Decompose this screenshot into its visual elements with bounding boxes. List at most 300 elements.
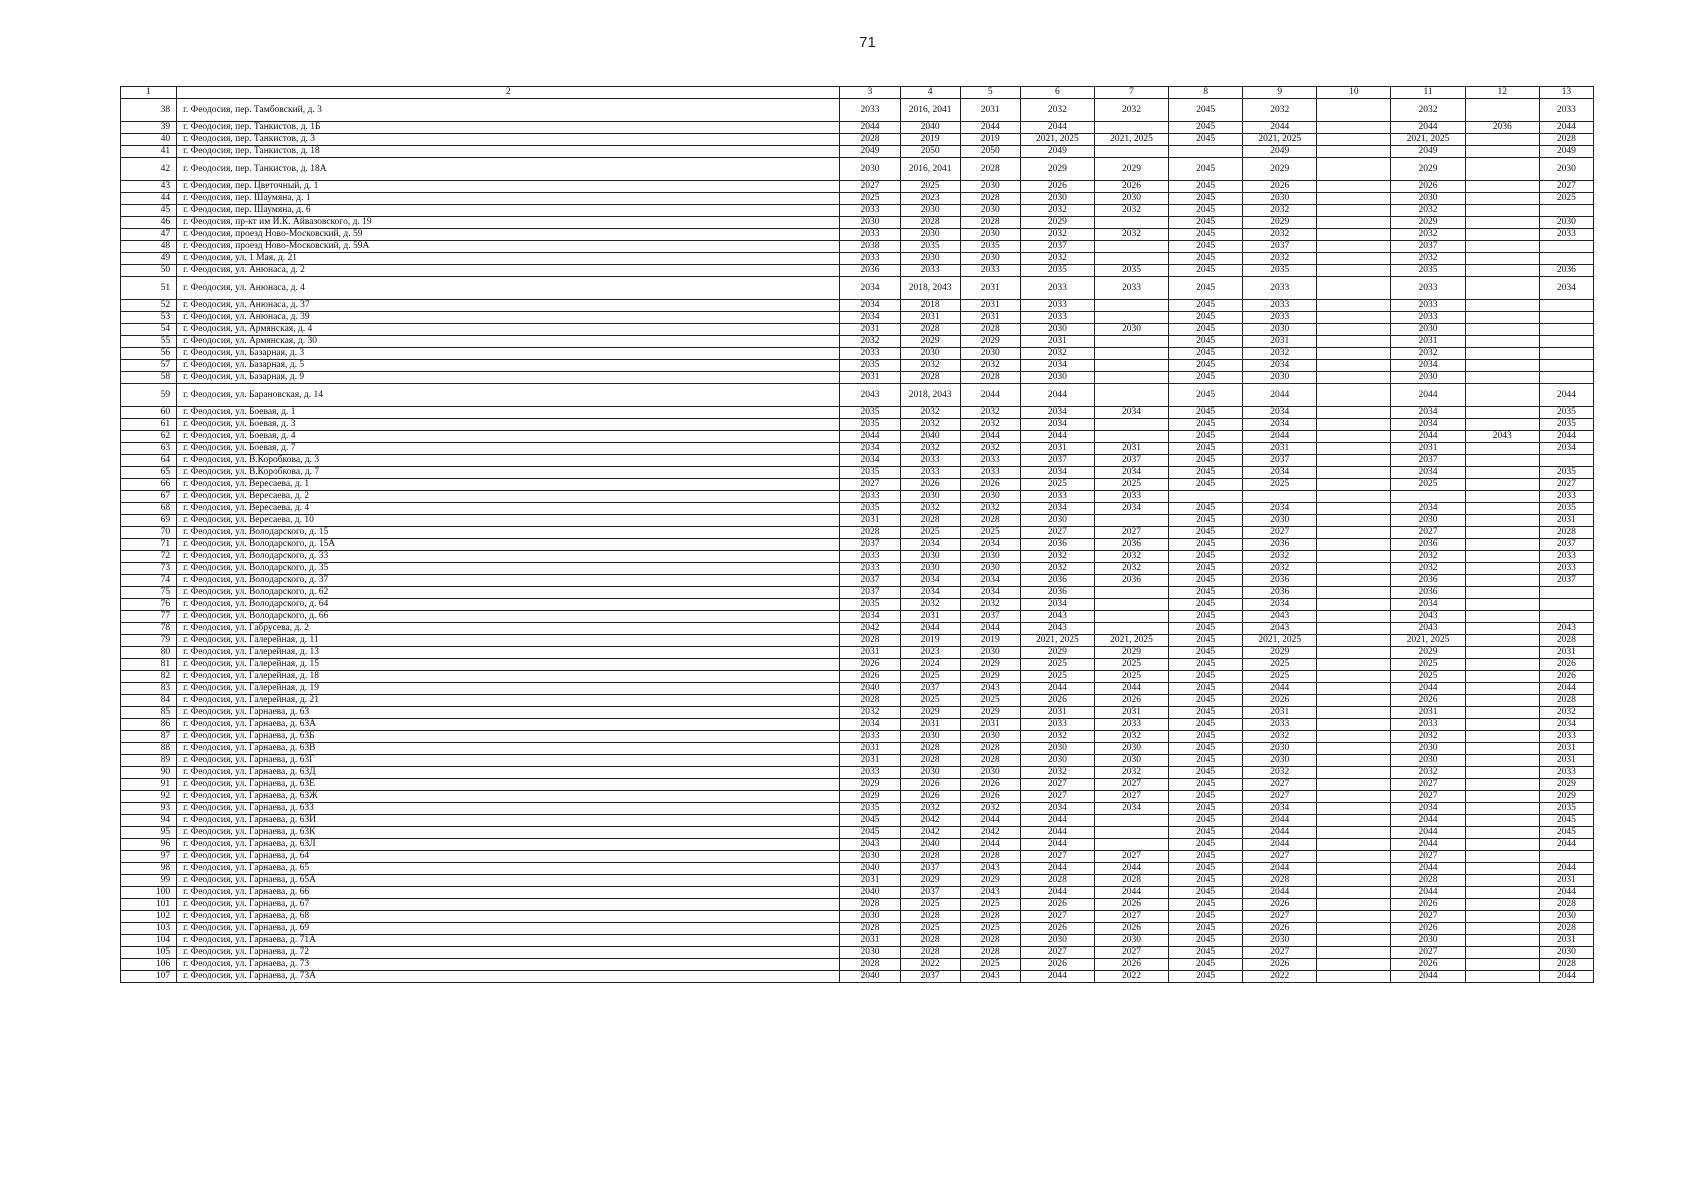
year-cell-col-5: 2028 xyxy=(960,158,1020,181)
year-cell-col-11: 2032 xyxy=(1391,205,1465,217)
table-row xyxy=(121,659,1594,671)
year-cell-col-3: 2044 xyxy=(840,122,900,134)
year-cell-col-11: 2044 xyxy=(1391,384,1465,407)
year-cell-col-9: 2032 xyxy=(1243,348,1317,360)
year-cell-col-7 xyxy=(1094,348,1168,360)
address-cell: г. Феодосия, ул. Володарского, д. 37 xyxy=(177,575,840,587)
row-number: 102 xyxy=(121,911,177,923)
year-cell-col-8: 2045 xyxy=(1169,575,1243,587)
year-cell-col-13: 2037 xyxy=(1539,539,1593,551)
year-cell-col-8: 2045 xyxy=(1169,887,1243,899)
year-cell-col-9: 2037 xyxy=(1243,455,1317,467)
year-cell-col-8: 2045 xyxy=(1169,134,1243,146)
year-cell-col-13: 2029 xyxy=(1539,779,1593,791)
year-cell-col-7: 2033 xyxy=(1094,491,1168,503)
year-cell-col-3: 2037 xyxy=(840,587,900,599)
row-number: 47 xyxy=(121,229,177,241)
table-row xyxy=(121,205,1594,217)
year-cell-col-12 xyxy=(1465,253,1539,265)
year-cell-col-3: 2040 xyxy=(840,863,900,875)
year-cell-col-3: 2030 xyxy=(840,851,900,863)
year-cell-col-9: 2026 xyxy=(1243,899,1317,911)
row-number: 94 xyxy=(121,815,177,827)
year-cell-col-9: 2027 xyxy=(1243,791,1317,803)
column-header-4: 4 xyxy=(900,87,960,99)
table-row xyxy=(121,911,1594,923)
table-row xyxy=(121,563,1594,575)
year-cell-col-3: 2031 xyxy=(840,755,900,767)
year-cell-col-7: 2030 xyxy=(1094,755,1168,767)
year-cell-col-12 xyxy=(1465,887,1539,899)
year-cell-col-6: 2021, 2025 xyxy=(1020,134,1094,146)
table-row xyxy=(121,671,1594,683)
year-cell-col-11: 2026 xyxy=(1391,695,1465,707)
year-cell-col-12 xyxy=(1465,241,1539,253)
year-cell-col-11: 2030 xyxy=(1391,372,1465,384)
year-cell-col-11: 2032 xyxy=(1391,731,1465,743)
column-header-8: 8 xyxy=(1169,87,1243,99)
year-cell-col-10 xyxy=(1317,265,1391,277)
year-cell-col-7: 2034 xyxy=(1094,407,1168,419)
year-cell-col-10 xyxy=(1317,791,1391,803)
table-row xyxy=(121,647,1594,659)
year-cell-col-7: 2025 xyxy=(1094,479,1168,491)
year-cell-col-13: 2044 xyxy=(1539,887,1593,899)
row-number: 107 xyxy=(121,971,177,983)
year-cell-col-5: 2026 xyxy=(960,479,1020,491)
year-cell-col-5: 2030 xyxy=(960,181,1020,193)
year-cell-col-4: 2030 xyxy=(900,491,960,503)
year-cell-col-12 xyxy=(1465,563,1539,575)
year-cell-col-12 xyxy=(1465,193,1539,205)
year-cell-col-5: 2031 xyxy=(960,719,1020,731)
year-cell-col-12 xyxy=(1465,911,1539,923)
year-cell-col-8: 2045 xyxy=(1169,407,1243,419)
address-cell: г. Феодосия, проезд Ново-Московский, д. 59 xyxy=(177,229,840,241)
year-cell-col-12 xyxy=(1465,695,1539,707)
year-cell-col-3: 2030 xyxy=(840,947,900,959)
year-cell-col-5: 2050 xyxy=(960,146,1020,158)
year-cell-col-5: 2030 xyxy=(960,563,1020,575)
year-cell-col-3: 2035 xyxy=(840,599,900,611)
address-cell: г. Феодосия, пер. Шаумяна, д. 6 xyxy=(177,205,840,217)
address-cell: г. Феодосия, ул. Гарнаева, д. 73 xyxy=(177,959,840,971)
year-cell-col-7: 2029 xyxy=(1094,158,1168,181)
row-number: 79 xyxy=(121,635,177,647)
year-cell-col-4: 2032 xyxy=(900,407,960,419)
year-cell-col-13: 2028 xyxy=(1539,635,1593,647)
year-cell-col-9: 2043 xyxy=(1243,611,1317,623)
year-cell-col-10 xyxy=(1317,503,1391,515)
year-cell-col-6: 2026 xyxy=(1020,899,1094,911)
table-row xyxy=(121,731,1594,743)
year-cell-col-5: 2043 xyxy=(960,971,1020,983)
address-cell: г. Феодосия, ул. Гарнаева, д. 67 xyxy=(177,899,840,911)
address-cell: г. Феодосия, ул. Анюнаса, д. 4 xyxy=(177,277,840,300)
year-cell-col-3: 2026 xyxy=(840,671,900,683)
year-cell-col-8: 2045 xyxy=(1169,360,1243,372)
year-cell-col-5: 2033 xyxy=(960,455,1020,467)
year-cell-col-12 xyxy=(1465,707,1539,719)
row-number: 50 xyxy=(121,265,177,277)
year-cell-col-5: 2026 xyxy=(960,779,1020,791)
year-cell-col-6: 2034 xyxy=(1020,419,1094,431)
year-cell-col-6: 2034 xyxy=(1020,360,1094,372)
year-cell-col-7: 2030 xyxy=(1094,935,1168,947)
year-cell-col-7 xyxy=(1094,372,1168,384)
year-cell-col-12 xyxy=(1465,146,1539,158)
year-cell-col-11: 2044 xyxy=(1391,827,1465,839)
year-cell-col-9: 2035 xyxy=(1243,265,1317,277)
row-number: 95 xyxy=(121,827,177,839)
register-table xyxy=(120,86,1594,983)
year-cell-col-6: 2032 xyxy=(1020,229,1094,241)
row-number: 66 xyxy=(121,479,177,491)
year-cell-col-13: 2034 xyxy=(1539,277,1593,300)
table-header xyxy=(121,87,1594,99)
table-row xyxy=(121,863,1594,875)
year-cell-col-4: 2034 xyxy=(900,539,960,551)
year-cell-col-13 xyxy=(1539,300,1593,312)
table-row xyxy=(121,503,1594,515)
row-number: 64 xyxy=(121,455,177,467)
year-cell-col-3: 2034 xyxy=(840,611,900,623)
year-cell-col-7 xyxy=(1094,827,1168,839)
address-cell: г. Феодосия, ул. Гарнаева, д. 65А xyxy=(177,875,840,887)
year-cell-col-7: 2031 xyxy=(1094,443,1168,455)
year-cell-col-4: 2034 xyxy=(900,587,960,599)
address-cell: г. Феодосия, проезд Ново-Московский, д. 59А xyxy=(177,241,840,253)
year-cell-col-7 xyxy=(1094,515,1168,527)
year-cell-col-13: 2035 xyxy=(1539,419,1593,431)
year-cell-col-12 xyxy=(1465,815,1539,827)
row-number: 89 xyxy=(121,755,177,767)
year-cell-col-6: 2032 xyxy=(1020,348,1094,360)
row-number: 61 xyxy=(121,419,177,431)
table-row xyxy=(121,134,1594,146)
year-cell-col-11: 2027 xyxy=(1391,779,1465,791)
year-cell-col-3: 2032 xyxy=(840,336,900,348)
year-cell-col-10 xyxy=(1317,575,1391,587)
year-cell-col-13: 2028 xyxy=(1539,899,1593,911)
year-cell-col-4: 2028 xyxy=(900,935,960,947)
address-cell: г. Феодосия, ул. Гарнаева, д. 63А xyxy=(177,719,840,731)
row-number: 93 xyxy=(121,803,177,815)
year-cell-col-13: 2044 xyxy=(1539,683,1593,695)
year-cell-col-4: 2028 xyxy=(900,911,960,923)
year-cell-col-4: 2016, 2041 xyxy=(900,99,960,122)
address-cell: г. Феодосия, ул. Галерейная, д. 21 xyxy=(177,695,840,707)
year-cell-col-13: 2032 xyxy=(1539,707,1593,719)
address-cell: г. Феодосия, ул. Гарнаева, д. 63Г xyxy=(177,755,840,767)
year-cell-col-6: 2029 xyxy=(1020,158,1094,181)
year-cell-col-10 xyxy=(1317,935,1391,947)
year-cell-col-13: 2028 xyxy=(1539,695,1593,707)
year-cell-col-4: 2032 xyxy=(900,599,960,611)
year-cell-col-12 xyxy=(1465,324,1539,336)
year-cell-col-7: 2030 xyxy=(1094,324,1168,336)
year-cell-col-4: 2019 xyxy=(900,134,960,146)
year-cell-col-4: 2016, 2041 xyxy=(900,158,960,181)
year-cell-col-4: 2026 xyxy=(900,779,960,791)
address-cell: г. Феодосия, ул. В.Коробкова, д. 3 xyxy=(177,455,840,467)
year-cell-col-13: 2030 xyxy=(1539,947,1593,959)
address-cell: г. Феодосия, ул. Гарнаева, д. 65 xyxy=(177,863,840,875)
year-cell-col-7: 2027 xyxy=(1094,851,1168,863)
year-cell-col-3: 2035 xyxy=(840,419,900,431)
year-cell-col-9: 2025 xyxy=(1243,671,1317,683)
year-cell-col-11: 2044 xyxy=(1391,815,1465,827)
year-cell-col-4: 2040 xyxy=(900,431,960,443)
year-cell-col-11: 2033 xyxy=(1391,312,1465,324)
year-cell-col-7 xyxy=(1094,611,1168,623)
year-cell-col-6: 2027 xyxy=(1020,851,1094,863)
year-cell-col-5: 2028 xyxy=(960,372,1020,384)
year-cell-col-7 xyxy=(1094,587,1168,599)
year-cell-col-9: 2030 xyxy=(1243,515,1317,527)
year-cell-col-6: 2025 xyxy=(1020,659,1094,671)
year-cell-col-12 xyxy=(1465,719,1539,731)
year-cell-col-4: 2037 xyxy=(900,683,960,695)
year-cell-col-4: 2033 xyxy=(900,265,960,277)
year-cell-col-8: 2045 xyxy=(1169,815,1243,827)
row-number: 73 xyxy=(121,563,177,575)
year-cell-col-7: 2032 xyxy=(1094,99,1168,122)
year-cell-col-3: 2029 xyxy=(840,791,900,803)
year-cell-col-7 xyxy=(1094,253,1168,265)
year-cell-col-11: 2025 xyxy=(1391,479,1465,491)
year-cell-col-10 xyxy=(1317,479,1391,491)
row-number: 67 xyxy=(121,491,177,503)
year-cell-col-6: 2032 xyxy=(1020,731,1094,743)
year-cell-col-8: 2045 xyxy=(1169,839,1243,851)
row-number: 74 xyxy=(121,575,177,587)
address-cell: г. Феодосия, ул. Боевая, д. 3 xyxy=(177,419,840,431)
year-cell-col-7: 2025 xyxy=(1094,671,1168,683)
address-cell: г. Феодосия, ул. 1 Мая, д. 21 xyxy=(177,253,840,265)
year-cell-col-7 xyxy=(1094,146,1168,158)
year-cell-col-9: 2026 xyxy=(1243,923,1317,935)
table-row xyxy=(121,348,1594,360)
year-cell-col-12: 2043 xyxy=(1465,431,1539,443)
year-cell-col-8: 2045 xyxy=(1169,923,1243,935)
year-cell-col-3: 2031 xyxy=(840,515,900,527)
year-cell-col-8: 2045 xyxy=(1169,971,1243,983)
year-cell-col-5: 2030 xyxy=(960,229,1020,241)
year-cell-col-9: 2029 xyxy=(1243,158,1317,181)
year-cell-col-10 xyxy=(1317,551,1391,563)
year-cell-col-3: 2033 xyxy=(840,348,900,360)
year-cell-col-7: 2034 xyxy=(1094,803,1168,815)
year-cell-col-10 xyxy=(1317,229,1391,241)
year-cell-col-7 xyxy=(1094,217,1168,229)
year-cell-col-8: 2045 xyxy=(1169,719,1243,731)
year-cell-col-8: 2045 xyxy=(1169,443,1243,455)
year-cell-col-6: 2031 xyxy=(1020,707,1094,719)
year-cell-col-5: 2030 xyxy=(960,491,1020,503)
row-number: 51 xyxy=(121,277,177,300)
year-cell-col-8: 2045 xyxy=(1169,647,1243,659)
year-cell-col-13: 2033 xyxy=(1539,491,1593,503)
year-cell-col-7: 2036 xyxy=(1094,575,1168,587)
year-cell-col-9: 2027 xyxy=(1243,851,1317,863)
address-cell: г. Феодосия, пер. Танкистов, д. 3 xyxy=(177,134,840,146)
year-cell-col-13: 2034 xyxy=(1539,719,1593,731)
year-cell-col-9: 2030 xyxy=(1243,935,1317,947)
year-cell-col-7: 2032 xyxy=(1094,731,1168,743)
year-cell-col-9 xyxy=(1243,491,1317,503)
year-cell-col-12 xyxy=(1465,731,1539,743)
year-cell-col-11: 2025 xyxy=(1391,659,1465,671)
year-cell-col-5: 2028 xyxy=(960,324,1020,336)
year-cell-col-11: 2033 xyxy=(1391,300,1465,312)
year-cell-col-13: 2035 xyxy=(1539,503,1593,515)
year-cell-col-11: 2021, 2025 xyxy=(1391,635,1465,647)
year-cell-col-11: 2034 xyxy=(1391,407,1465,419)
year-cell-col-8: 2045 xyxy=(1169,158,1243,181)
year-cell-col-8: 2045 xyxy=(1169,181,1243,193)
address-cell: г. Феодосия, пер. Тамбовский, д. 3 xyxy=(177,99,840,122)
year-cell-col-6: 2032 xyxy=(1020,551,1094,563)
year-cell-col-13 xyxy=(1539,599,1593,611)
year-cell-col-13 xyxy=(1539,360,1593,372)
address-cell: г. Феодосия, ул. Володарского, д. 15 xyxy=(177,527,840,539)
year-cell-col-6: 2026 xyxy=(1020,695,1094,707)
year-cell-col-5: 2033 xyxy=(960,467,1020,479)
year-cell-col-13 xyxy=(1539,205,1593,217)
table-row xyxy=(121,959,1594,971)
year-cell-col-9: 2026 xyxy=(1243,181,1317,193)
row-number: 83 xyxy=(121,683,177,695)
table-row xyxy=(121,527,1594,539)
year-cell-col-9: 2026 xyxy=(1243,959,1317,971)
year-cell-col-6: 2030 xyxy=(1020,324,1094,336)
year-cell-col-9: 2033 xyxy=(1243,719,1317,731)
row-number: 92 xyxy=(121,791,177,803)
table-row xyxy=(121,719,1594,731)
year-cell-col-3: 2045 xyxy=(840,827,900,839)
year-cell-col-3: 2049 xyxy=(840,146,900,158)
year-cell-col-13 xyxy=(1539,324,1593,336)
year-cell-col-11: 2032 xyxy=(1391,563,1465,575)
year-cell-col-4: 2028 xyxy=(900,755,960,767)
year-cell-col-5: 2025 xyxy=(960,899,1020,911)
year-cell-col-5: 2025 xyxy=(960,527,1020,539)
year-cell-col-3: 2033 xyxy=(840,731,900,743)
year-cell-col-12 xyxy=(1465,229,1539,241)
year-cell-col-11: 2034 xyxy=(1391,503,1465,515)
year-cell-col-6: 2043 xyxy=(1020,623,1094,635)
year-cell-col-6: 2044 xyxy=(1020,683,1094,695)
year-cell-col-9: 2036 xyxy=(1243,575,1317,587)
year-cell-col-9: 2031 xyxy=(1243,443,1317,455)
table-row xyxy=(121,443,1594,455)
year-cell-col-4: 2024 xyxy=(900,659,960,671)
year-cell-col-11: 2032 xyxy=(1391,551,1465,563)
year-cell-col-5: 2031 xyxy=(960,99,1020,122)
year-cell-col-5: 2044 xyxy=(960,623,1020,635)
column-header-7: 7 xyxy=(1094,87,1168,99)
column-header-5: 5 xyxy=(960,87,1020,99)
year-cell-col-9: 2032 xyxy=(1243,205,1317,217)
year-cell-col-9: 2027 xyxy=(1243,911,1317,923)
year-cell-col-6: 2032 xyxy=(1020,99,1094,122)
table-row xyxy=(121,851,1594,863)
year-cell-col-13 xyxy=(1539,336,1593,348)
year-cell-col-10 xyxy=(1317,707,1391,719)
row-number: 55 xyxy=(121,336,177,348)
year-cell-col-11: 2032 xyxy=(1391,348,1465,360)
year-cell-col-4: 2040 xyxy=(900,122,960,134)
year-cell-col-7: 2044 xyxy=(1094,683,1168,695)
year-cell-col-9: 2044 xyxy=(1243,683,1317,695)
year-cell-col-4: 2029 xyxy=(900,707,960,719)
address-cell: г. Феодосия, ул. Галерейная, д. 15 xyxy=(177,659,840,671)
year-cell-col-7 xyxy=(1094,419,1168,431)
table-row xyxy=(121,122,1594,134)
row-number: 62 xyxy=(121,431,177,443)
year-cell-col-4: 2032 xyxy=(900,443,960,455)
year-cell-col-3: 2028 xyxy=(840,959,900,971)
address-cell: г. Феодосия, пр-кт им И.К. Айвазовского, д. 19 xyxy=(177,217,840,229)
table-row xyxy=(121,181,1594,193)
year-cell-col-3: 2034 xyxy=(840,300,900,312)
row-number: 97 xyxy=(121,851,177,863)
year-cell-col-9: 2021, 2025 xyxy=(1243,635,1317,647)
year-cell-col-3: 2031 xyxy=(840,324,900,336)
year-cell-col-6: 2044 xyxy=(1020,887,1094,899)
year-cell-col-9: 2031 xyxy=(1243,336,1317,348)
year-cell-col-10 xyxy=(1317,719,1391,731)
year-cell-col-3: 2031 xyxy=(840,647,900,659)
year-cell-col-7: 2036 xyxy=(1094,539,1168,551)
year-cell-col-4: 2029 xyxy=(900,875,960,887)
year-cell-col-8: 2045 xyxy=(1169,599,1243,611)
row-number: 69 xyxy=(121,515,177,527)
column-header-10: 10 xyxy=(1317,87,1391,99)
year-cell-col-8: 2045 xyxy=(1169,372,1243,384)
year-cell-col-8: 2045 xyxy=(1169,515,1243,527)
year-cell-col-6: 2034 xyxy=(1020,803,1094,815)
table-row xyxy=(121,815,1594,827)
year-cell-col-12 xyxy=(1465,803,1539,815)
row-number: 71 xyxy=(121,539,177,551)
year-cell-col-8: 2045 xyxy=(1169,707,1243,719)
year-cell-col-12 xyxy=(1465,971,1539,983)
year-cell-col-11: 2034 xyxy=(1391,599,1465,611)
year-cell-col-8: 2045 xyxy=(1169,743,1243,755)
year-cell-col-13: 2028 xyxy=(1539,527,1593,539)
year-cell-col-8: 2045 xyxy=(1169,683,1243,695)
year-cell-col-4: 2030 xyxy=(900,731,960,743)
row-number: 75 xyxy=(121,587,177,599)
year-cell-col-11: 2030 xyxy=(1391,755,1465,767)
year-cell-col-10 xyxy=(1317,384,1391,407)
address-cell: г. Феодосия, ул. Гарнаева, д. 63Д xyxy=(177,767,840,779)
year-cell-col-10 xyxy=(1317,99,1391,122)
year-cell-col-6: 2033 xyxy=(1020,719,1094,731)
year-cell-col-4: 2025 xyxy=(900,671,960,683)
year-cell-col-12 xyxy=(1465,348,1539,360)
year-cell-col-12 xyxy=(1465,647,1539,659)
year-cell-col-9: 2034 xyxy=(1243,467,1317,479)
column-header-11: 11 xyxy=(1391,87,1465,99)
year-cell-col-12 xyxy=(1465,659,1539,671)
year-cell-col-9: 2027 xyxy=(1243,527,1317,539)
year-cell-col-8: 2045 xyxy=(1169,539,1243,551)
year-cell-col-4: 2028 xyxy=(900,947,960,959)
table-row xyxy=(121,839,1594,851)
